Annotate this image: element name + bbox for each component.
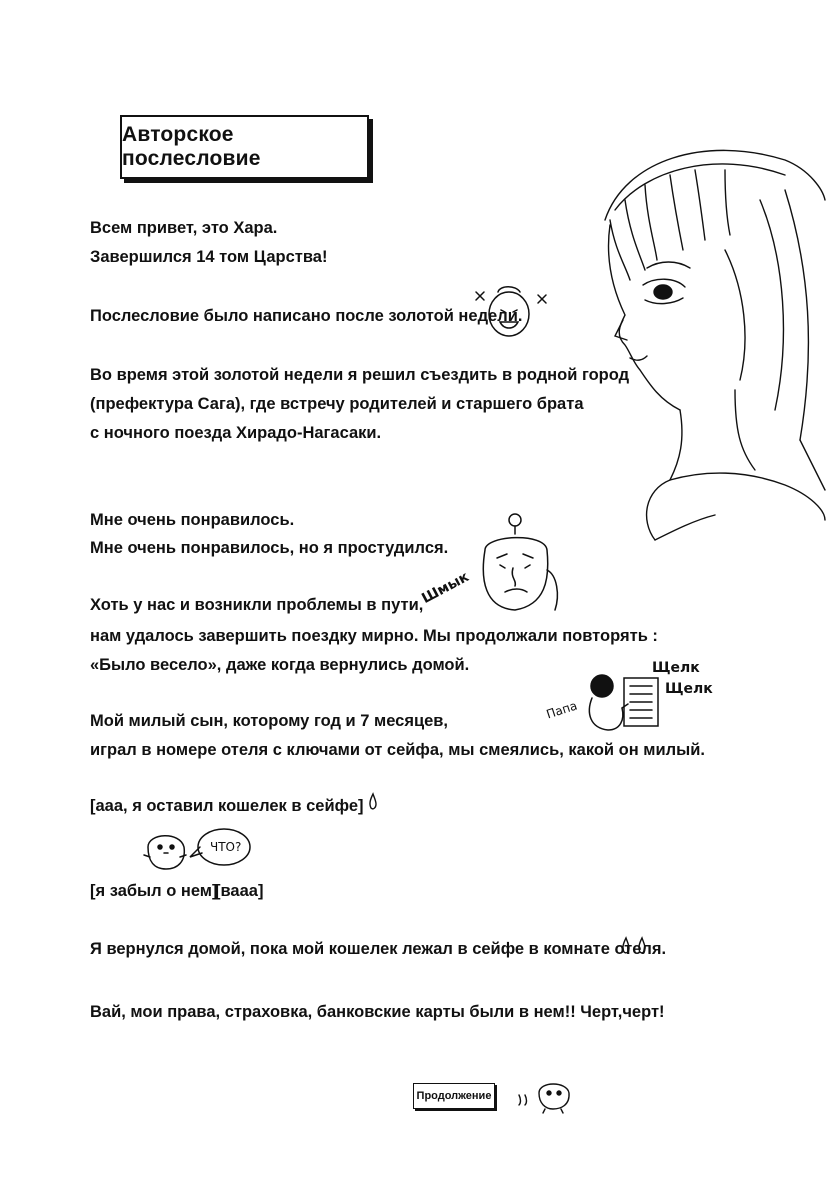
- sniff-sfx: Шмык: [419, 568, 472, 608]
- quote-bracket: [вааа]: [215, 882, 264, 900]
- text-line: Послесловие было написано после золотой недели.: [90, 307, 523, 325]
- text-line: Мой милый сын, которому год и 7 месяцев,: [90, 712, 449, 730]
- click-sfx-1: Щелк: [652, 660, 700, 676]
- continuation-label: Продолжение: [413, 1083, 495, 1109]
- what-speech-text: ЧТО?: [210, 840, 242, 854]
- text-line: Завершился 14 том Царства!: [90, 248, 328, 266]
- text-line: Всем привет, это Хара.: [90, 219, 278, 237]
- text-line: Я вернулся домой, пока мой кошелек лежал в сейфе в комнате отеля.: [90, 940, 667, 958]
- smiling-face-doodle: [468, 280, 552, 344]
- text-line: играл в номере отеля с ключами от сейфа, мы смеялись, какой он милый.: [90, 741, 705, 759]
- text-line: Хоть у нас и возникли проблемы в пути,: [90, 596, 424, 614]
- text-line: Мне очень понравилось, но я простудился.: [90, 539, 449, 557]
- text-line: Мне очень понравилось.: [90, 511, 295, 529]
- text-line: (префектура Сага), где встречу родителей и старшего брата: [90, 395, 584, 413]
- text-line: Вай, мои права, страховка, банковские карты были в нем!! Черт,черт!: [90, 1003, 665, 1021]
- round-bird-doodle: [140, 825, 260, 875]
- papa-label: Папа: [544, 698, 579, 722]
- click-sfx-2: Щелк: [665, 681, 713, 697]
- sweat-drop-icon: [368, 793, 378, 811]
- text-line: «Было весело», даже когда вернулись домой.: [90, 656, 470, 674]
- quote-bracket: [я забыл о нем]: [90, 882, 218, 900]
- text-line: Во время этой золотой недели я решил съездить в родной город: [90, 366, 630, 384]
- small-walking-blob-doodle: [515, 1075, 575, 1115]
- quote-bracket: [ааа, я оставил кошелек в сейфе]: [90, 797, 364, 815]
- sweat-drop-icon: [620, 936, 650, 956]
- girl-portrait-sketch: [585, 140, 825, 580]
- papa-camera-doodle: [580, 668, 670, 738]
- text-line: нам удалось завершить поездку мирно. Мы продолжали повторять :: [90, 627, 658, 645]
- page-title: Авторское послесловие: [120, 115, 369, 179]
- sick-face-doodle: [455, 510, 565, 620]
- text-line: с ночного поезда Хирадо-Нагасаки.: [90, 424, 382, 442]
